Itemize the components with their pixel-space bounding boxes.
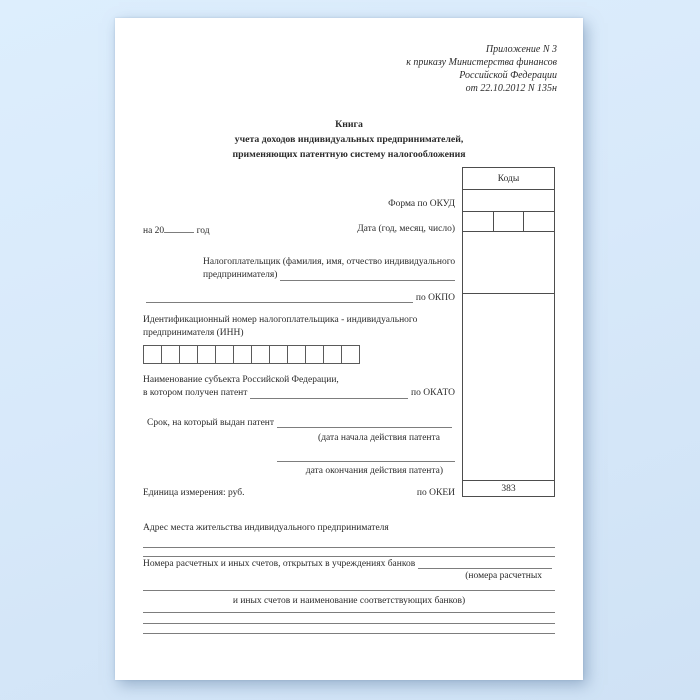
date-day-cell[interactable] — [523, 212, 554, 231]
approval-note-line: от 22.10.2012 N 135н — [465, 83, 557, 94]
address-label: Адрес места жительства индивидуального предпринимателя — [143, 523, 389, 533]
taxpayer-label-line1: Налогоплательщик (фамилия, имя, отчество индивидуального — [203, 257, 456, 267]
okato-label: по ОКАТО — [411, 388, 455, 398]
region-block — [143, 374, 455, 400]
okato-code-cell[interactable] — [462, 293, 555, 481]
patent-start-note: (дата начала действия патента — [318, 433, 440, 443]
inn-digit-cell[interactable] — [143, 345, 162, 364]
patent-term-row — [143, 417, 455, 429]
inn-label-block — [143, 314, 455, 340]
date-year-cell[interactable] — [463, 212, 493, 231]
document-title — [143, 117, 555, 162]
codes-table — [462, 167, 555, 497]
inn-digit-cell[interactable] — [269, 345, 288, 364]
okpo-label: по ОКПО — [415, 293, 455, 303]
accounts-note-line1: (номера расчетных — [465, 571, 542, 581]
taxpayer-blank-line[interactable] — [280, 270, 455, 281]
patent-term-label: Срок, на который выдан патент — [147, 418, 275, 428]
patent-end-blank-line[interactable] — [277, 461, 455, 462]
year-date-row — [143, 223, 455, 237]
year-suffix-label: год — [194, 226, 210, 236]
taxpayer-block — [203, 256, 458, 282]
region-label-line2: в котором получен патент — [143, 388, 248, 398]
okpo-code-cell[interactable] — [462, 231, 555, 294]
year-blank-line[interactable] — [164, 223, 194, 233]
address-blank-line[interactable] — [143, 556, 555, 557]
inn-digit-cell[interactable] — [233, 345, 252, 364]
date-month-cell[interactable] — [493, 212, 524, 231]
inn-digit-cell[interactable] — [305, 345, 324, 364]
accounts-blank-line[interactable] — [418, 558, 552, 569]
okei-code-cell: 383 — [462, 480, 555, 497]
approval-note — [406, 43, 557, 95]
region-blank-line[interactable] — [250, 388, 408, 399]
inn-label-line2: предпринимателя (ИНН) — [143, 328, 244, 338]
codes-header-cell: Коды — [462, 167, 555, 190]
accounts-blank-line[interactable] — [143, 590, 555, 591]
title-line: Книга — [335, 119, 363, 130]
taxpayer-label-line2: предпринимателя) — [203, 270, 278, 280]
approval-note-line: к приказу Министерства финансов — [406, 57, 557, 68]
accounts-row — [143, 558, 555, 570]
inn-label-line1: Идентификационный номер налогоплательщика - индивидуального — [143, 315, 418, 325]
inn-digit-cell[interactable] — [215, 345, 234, 364]
date-label: Дата (год, месяц, число) — [357, 224, 455, 234]
title-line: учета доходов индивидуальных предпринимателей, — [234, 134, 464, 145]
approval-note-line: Приложение N 3 — [485, 44, 557, 55]
date-code-row — [462, 211, 555, 232]
okud-label: Форма по ОКУД — [388, 199, 455, 209]
inn-digit-cell[interactable] — [161, 345, 180, 364]
approval-note-line: Российской Федерации — [459, 70, 557, 81]
unit-label: Единица измерения: руб. — [143, 488, 245, 498]
accounts-blank-line[interactable] — [143, 633, 555, 634]
unit-row — [143, 487, 455, 499]
accounts-note-line2: и иных счетов и наименование соответствующих банков) — [232, 596, 466, 606]
title-line: применяющих патентную систему налогообложения — [232, 149, 466, 160]
inn-digit-cell[interactable] — [251, 345, 270, 364]
inn-digit-cell[interactable] — [323, 345, 342, 364]
year-prefix-label: на 20 — [143, 226, 165, 236]
accounts-label: Номера расчетных и иных счетов, открытых в учреждениях банков — [143, 559, 416, 569]
accounts-blank-line[interactable] — [143, 623, 555, 624]
document-page — [115, 18, 583, 680]
okei-label: по ОКЕИ — [416, 488, 455, 498]
address-blank-line[interactable] — [143, 547, 555, 548]
okpo-row — [143, 292, 455, 304]
inn-digit-cell[interactable] — [179, 345, 198, 364]
inn-digit-cell[interactable] — [197, 345, 216, 364]
inn-digit-cell[interactable] — [341, 345, 360, 364]
okud-code-cell[interactable] — [462, 189, 555, 212]
region-label-line1: Наименование субъекта Российской Федерации, — [143, 375, 339, 385]
inn-digit-cell[interactable] — [287, 345, 306, 364]
okpo-blank-line[interactable] — [146, 292, 413, 303]
accounts-blank-line[interactable] — [143, 612, 555, 613]
patent-term-blank-line[interactable] — [277, 417, 452, 428]
patent-end-note: дата окончания действия патента) — [305, 466, 443, 476]
inn-cells — [143, 345, 360, 364]
year-field — [143, 223, 210, 237]
